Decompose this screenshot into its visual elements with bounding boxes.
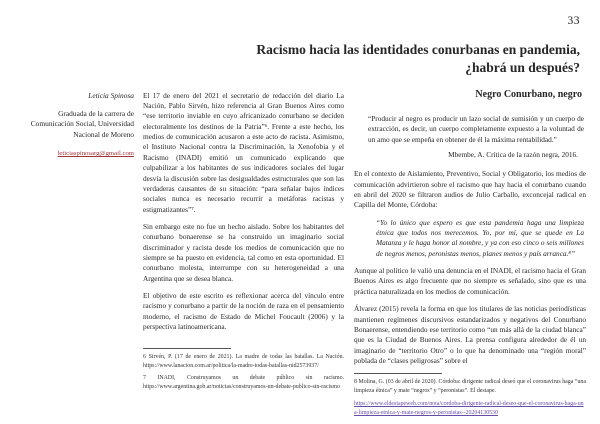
page-body: [30, 88, 584, 422]
footnote-divider: [143, 348, 231, 349]
article-title-line1: Racismo hacia las identidades conurbanas en pandemia,: [256, 42, 580, 57]
text-column-two: [354, 88, 586, 422]
author-name: Leticia Spinosa: [88, 90, 134, 100]
page-number: 33: [567, 15, 580, 27]
footnotes-column-one: [143, 348, 344, 421]
footnote-6: 6 Sirvén, P. (17 de enero de 2021). La madre de todas las batallas. La Nación. https://www.lanacion.com.ar/politica/la-madre-todas-batallas-nid2573937/: [143, 354, 344, 370]
text-column-one: [143, 88, 344, 422]
footnotes-column-two: [354, 373, 586, 424]
epigraph-attribution: Mbembe, A. Crítica de la razón negra, 2016.: [448, 149, 578, 159]
epigraph-quote: “Producir al negro es producir un lazo social de sumisión y un cuerpo de extracción, es decir, un cuerpo completamente expuesto a la voluntad de un amo que se empeña en obtener de él la máxima rentabilidad.”: [368, 113, 584, 144]
block-quote: “Yo lo único que espero es que esta pandemia haga una limpieza étnica que todos nos merecemos. Yo, por mí, que se quede en La Matanza y le haga honor al nombre, y ya con eso cinco o seis millones de negros menos, peronistas menos, planes menos y país arranca.⁸”: [376, 217, 584, 258]
body-paragraph: Sin embargo este no fue un hecho aislado. Sobre los habitantes del conurbano bonaerense se ha construido un imaginario social discriminador y racista desde los medios de comunicación que no siempre se ha puesto en evidencia, tal como en esta oportunidad. El conurbano molesta, interrumpe con su heterogeneidad a una Argentina que se desea blanca.: [143, 221, 344, 283]
footnote-7: 7 INADI, Construyamos un debate público sin racismo. https://www.argentina.gob.ar/noticias/construyamos-un-debate-publico-sin-racismo: [143, 374, 344, 390]
author-affiliation: Graduada de la carrera de Comunicación Social, Universidad Nacional de Moreno: [30, 108, 134, 139]
body-paragraph: El 17 de enero del 2021 el secretario de redacción del diario La Nación, Pablo Sirvén, hizo referencia al Gran Buenos Aires como “ese territorio inviable en cuyo africanizado conurbano se deciden electoralmente los destinos de la Patria”⁶. Frente a este hecho, los medios de comunicación acusaron a este acto de racista. Asimismo, el Instituto Nacional contra la Discriminación, la Xenofobia y el Racismo (INADI) emitió un comunicado explicando que culpabilizar a los habitantes de sus indicadores sociales del lugar desvía la discusión sobre las desigualdades estructurales que son las verdaderas causantes de su situación: “para señalar bajos índices sociales nunca es necesario recurrir a metáforas racistas y estigmatizantes”⁷.: [143, 90, 344, 214]
footnote-8: 8 Molina, G. (03 de abril de 2020). Córdoba: dirigente radical deseó que el coronavirus haga “una limpieza étnica” y mate “negros” y “peronistas”. El destape.: [354, 379, 586, 395]
footnote-8-link[interactable]: https://www.eldestapeweb.com/nota/cordoba-dirigente-radical-deseo-que-el-coronavirus-haga-una-limpieza-etnica-y-mate-negros-y-peronistas--20204130530: [354, 401, 584, 416]
footnote-divider: [354, 373, 442, 374]
body-paragraph: En el contexto de Aislamiento, Preventivo, Social y Obligatorio, los medios de comunicación advirtieron sobre el racismo que hay hacia el conurbano cuando en abril del 2020 se filtraron audios de Julio Carballo, exconcejal radical en Capilla del Monte, Córdoba:: [354, 169, 586, 210]
body-paragraph: El objetivo de este escrito es reflexionar acerca del vínculo entre racismo y conurbano a partir de la noción de raza en el pensamiento moderno, el racismo de Estado de Michel Foucault (2006) y la perspectiva latinoamericana.: [143, 291, 344, 332]
body-paragraph: Álvarez (2015) revela la forma en que los titulares de las noticias periodísticas mantienen regímenes discursivos estandarizados y negativos del Conurbano Bonaerense, entendiendo ese territorio como “un más allá de la ciudad blanca” que es la Ciudad de Buenos Aires. La prensa configura alrededor de él un imaginario de “territorio Otro” o lo que ha denominado una “región moral” poblada de “clases peligrosas” sobre el: [354, 304, 586, 365]
section-subtitle: Negro Conurbano, negro: [475, 88, 582, 100]
article-title-line2: ¿habrá un después?: [465, 59, 580, 75]
author-sidebar: [30, 88, 134, 422]
author-email-link[interactable]: leticiaspinosarg@gmail.com: [57, 150, 134, 158]
body-paragraph: Aunque al político le valió una denuncia en el INADI, el racismo hacia el Gran Buenos Aires es algo frecuente que no siempre es señalado, sino que es una práctica naturalizada en los medios de comunicación.: [354, 266, 586, 296]
article-title: [140, 41, 580, 77]
